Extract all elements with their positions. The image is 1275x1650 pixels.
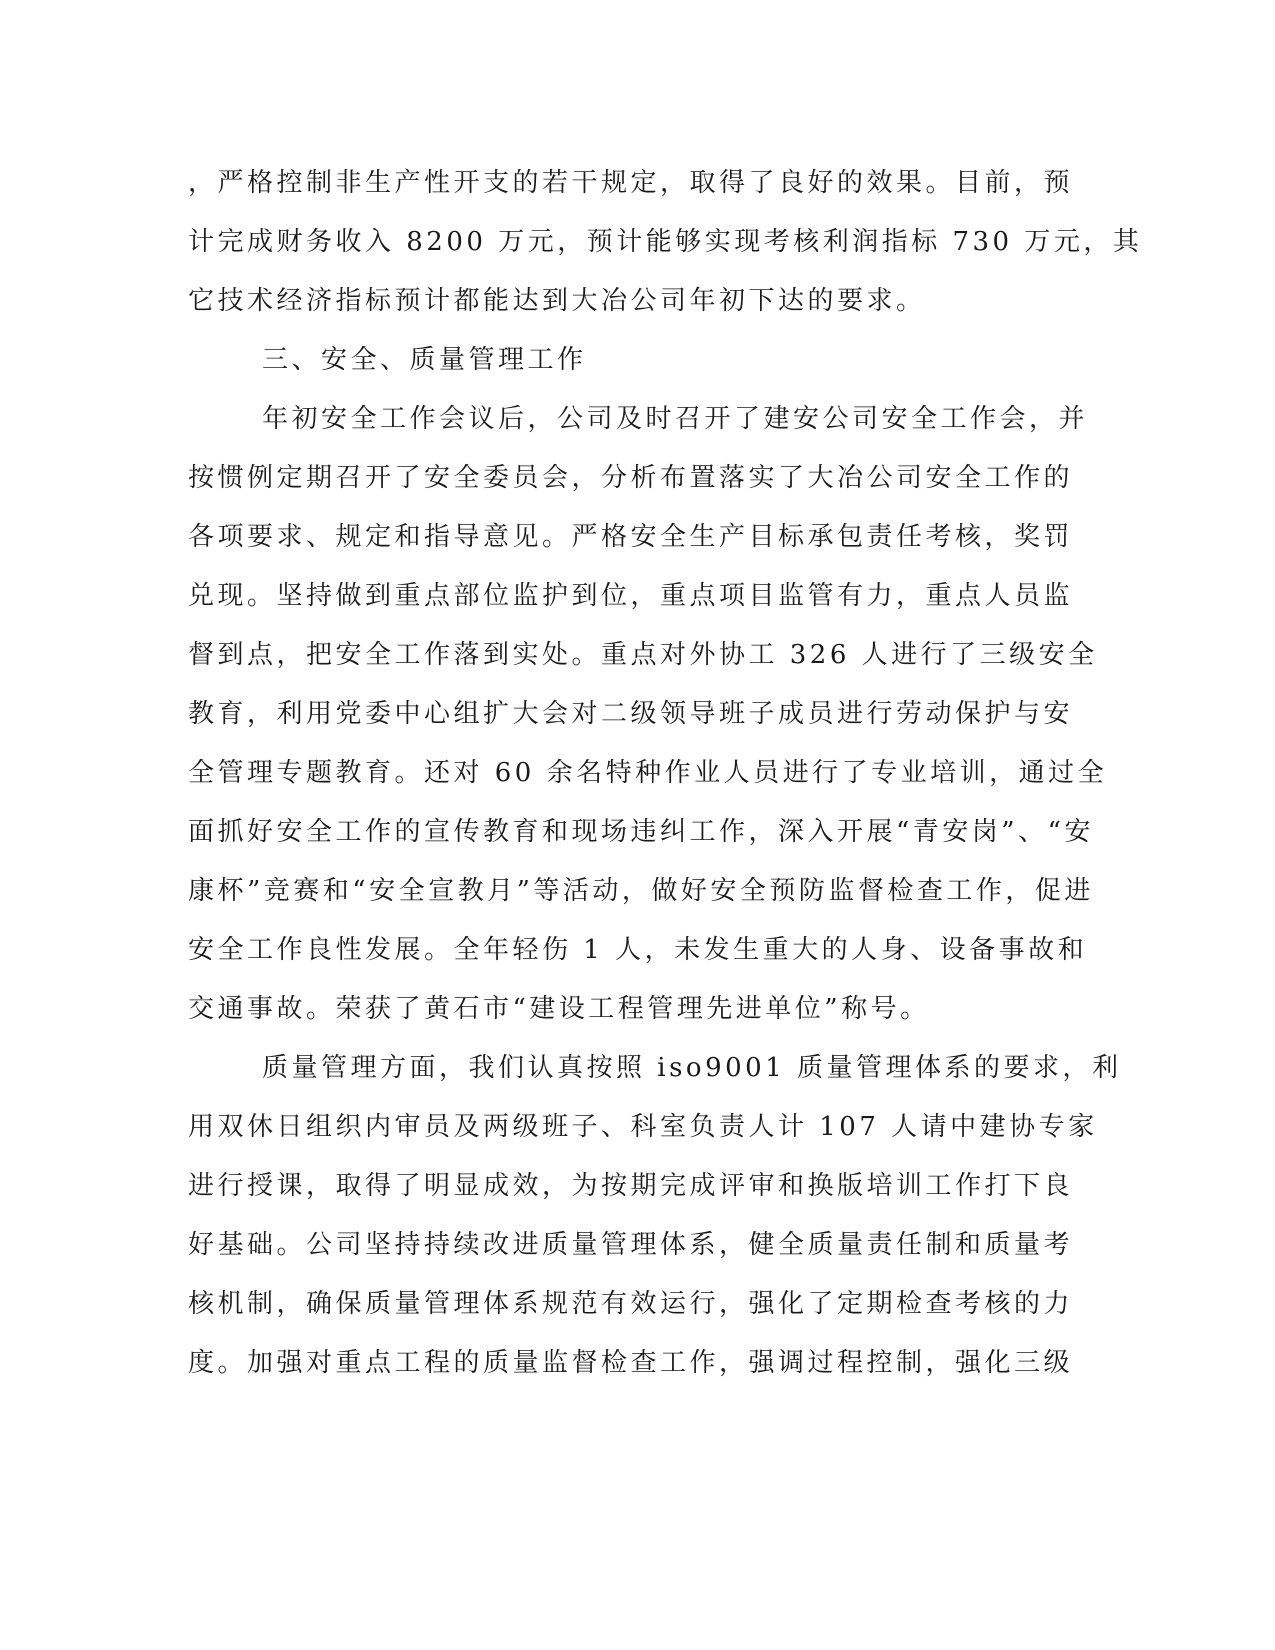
text-line: 计完成财务收入 8200 万元，预计能够实现考核利润指标 730 万元，其: [188, 227, 1143, 257]
text-line: 交通事故。荣获了黄石市“建设工程管理先进单位”称号。: [188, 994, 930, 1024]
text-line: 面抓好安全工作的宣传教育和现场违纠工作，深入开展“青安岗”、“安: [188, 817, 1094, 847]
text-line: 好基础。公司坚持持续改进质量管理体系，健全质量责任制和质量考: [188, 1230, 1074, 1260]
text-line: 核机制，确保质量管理体系规范有效运行，强化了定期检查考核的力: [188, 1289, 1074, 1319]
text-line: 安全工作良性发展。全年轻伤 1 人，未发生重大的人身、设备事故和: [188, 935, 1088, 965]
text-line: 教育，利用党委中心组扩大会对二级领导班子成员进行劳动保护与安: [188, 699, 1074, 729]
text-line: 质量管理方面，我们认真按照 iso9001 质量管理体系的要求，利: [262, 1053, 1122, 1083]
text-line: 全管理专题教育。还对 60 余名特种作业人员进行了专业培训，通过全: [188, 758, 1108, 788]
text-line: 度。加强对重点工程的质量监督检查工作，强调过程控制，强化三级: [188, 1348, 1074, 1378]
text-line: 用双休日组织内审员及两级班子、科室负责人计 107 人请中建协专家: [188, 1112, 1098, 1142]
text-line: 督到点，把安全工作落到实处。重点对外协工 326 人进行了三级安全: [188, 640, 1098, 670]
section-heading: 三、安全、质量管理工作: [262, 345, 587, 375]
text-line: 进行授课，取得了明显成效，为按期完成评审和换版培训工作打下良: [188, 1171, 1074, 1201]
text-line: ，严格控制非生产性开支的若干规定，取得了良好的效果。目前，预: [188, 168, 1074, 198]
text-line: 按惯例定期召开了安全委员会，分析布置落实了大冶公司安全工作的: [188, 463, 1074, 493]
text-line: 它技术经济指标预计都能达到大冶公司年初下达的要求。: [188, 286, 926, 316]
text-line: 康杯”竞赛和“安全宣教月”等活动，做好安全预防监督检查工作，促进: [188, 876, 1094, 906]
text-line: 兑现。坚持做到重点部位监护到位，重点项目监管有力，重点人员监: [188, 581, 1074, 611]
text-line: 各项要求、规定和指导意见。严格安全生产目标承包责任考核，奖罚: [188, 522, 1074, 552]
text-line: 年初安全工作会议后，公司及时召开了建安公司安全工作会，并: [262, 404, 1089, 434]
